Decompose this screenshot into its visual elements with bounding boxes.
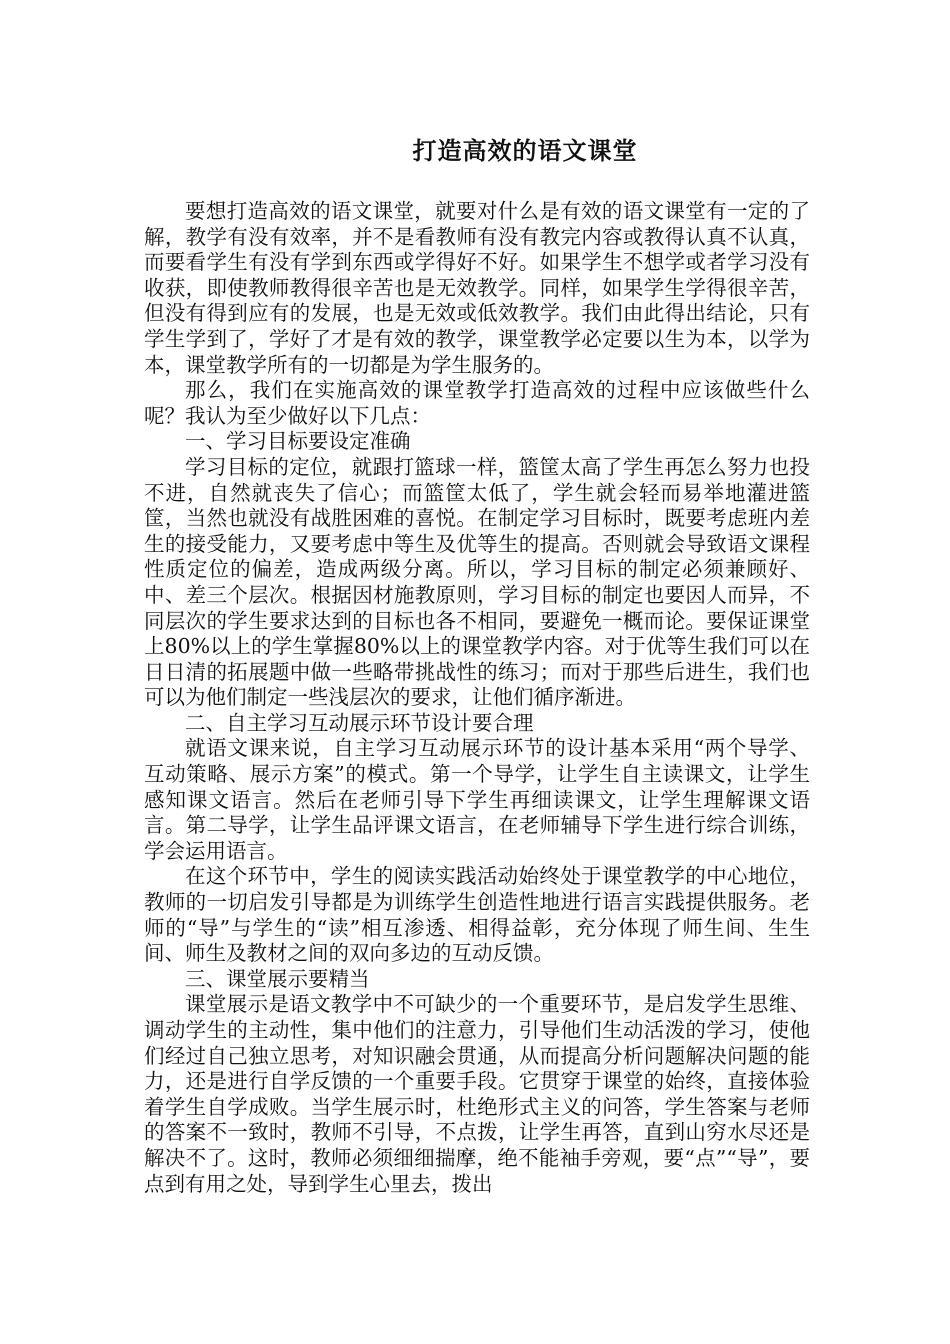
section-heading-3: 三、课堂展示要精当 (185, 966, 370, 991)
paragraph-section-1: 学习目标的定位，就跟打篮球一样，篮筐太高了学生再怎么努力也投不进，自然就丧失了信心；而篮筐太低了，学生就会轻而易举地灌进篮筐，当然也就没有战胜困难的喜悦。在制定学习目标时，既要考虑班内差生的接受能力，又要考虑中等生及优等生的提高。否则就会导致语文课程性质定位的偏差，造成两级分离。所以，学习目标的制定必须兼顾好、中、差三个层次。根据因材施教原则，学习目标的制定也要因人而异，不同层次的学生要求达到的目标也各不相同，要避免一概而论。要保证课堂上80%以上的学生掌握80%以上的课堂教学内容。对于优等生我们可以在日日清的拓展题中做一些略带挑战性的练习；而对于那些后进生，我们也可以为他们制定一些浅层次的要求，让他们循序渐进。 (144, 454, 810, 710)
paragraph-section-2a: 就语文课来说，自主学习互动展示环节的设计基本采用“两个导学、互动策略、展示方案”的模式。第一个导学，让学生自主读课文，让学生感知课文语言。然后在老师引导下学生再细读课文，让学生理解课文语言。第二导学，让学生品评课文语言，在老师辅导下学生进行综合训练，学会运用语言。 (144, 736, 810, 863)
section-heading-2: 二、自主学习互动展示环节设计要合理 (185, 710, 534, 735)
document-body (144, 199, 810, 1197)
paragraph-intro: 要想打造高效的语文课堂，就要对什么是有效的语文课堂有一定的了解，教学有没有效率，并不是看教师有没有教完内容或教得认真不认真，而要看学生有没有学到东西或学得好不好。如果学生不想学或者学习没有收获，即使教师教得很辛苦也是无效教学。同样，如果学生学得很辛苦，但没有得到应有的发展，也是无效或低效教学。我们由此得出结论，只有学生学到了，学好了才是有效的教学，课堂教学必定要以生为本，以学为本，课堂教学所有的一切都是为学生服务的。 (144, 199, 810, 377)
paragraph-section-2b: 在这个环节中，学生的阅读实践活动始终处于课堂教学的中心地位，教师的一切启发引导都是为训练学生创造性地进行语言实践提供服务。老师的“导”与学生的“读”相互渗透、相得益彰，充分体现了师生间、生生间、师生及教材之间的双向多边的互动反馈。 (144, 864, 810, 966)
document-title: 打造高效的语文课堂 (412, 136, 638, 165)
paragraph-section-3: 课堂展示是语文教学中不可缺少的一个重要环节，是启发学生思维、调动学生的主动性，集中他们的注意力，引导他们生动活泼的学习，使他们经过自己独立思考，对知识融会贯通，从而提高分析问题解决问题的能力，还是进行自学反馈的一个重要手段。它贯穿于课堂的始终，直接体验着学生自学成败。当学生展示时，杜绝形式主义的问答，学生答案与老师的答案不一致时，教师不引导，不点拨，让学生再答，直到山穷水尽还是解决不了。这时，教师必须细细揣摩，绝不能袖手旁观，要“点”“导”，要点到有用之处，导到学生心里去，拨出 (144, 992, 810, 1196)
section-heading-1: 一、学习目标要设定准确 (185, 429, 411, 454)
paragraph-question: 那么，我们在实施高效的课堂教学打造高效的过程中应该做些什么呢？我认为至少做好以下几点： (144, 378, 810, 428)
